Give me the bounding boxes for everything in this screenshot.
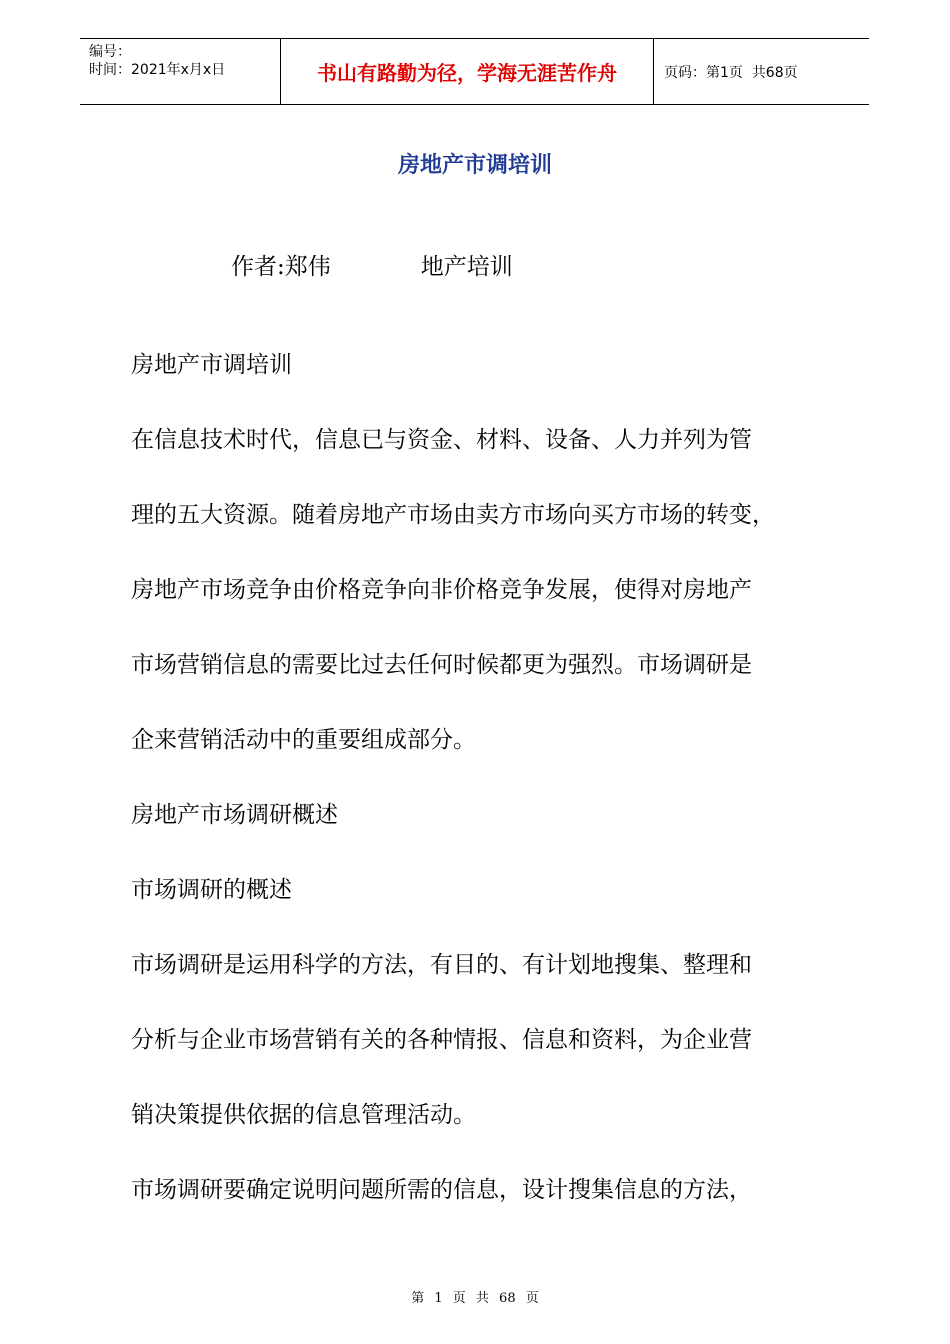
header-meta-cell: [80, 39, 281, 104]
author-name: 作者:郑伟: [231, 254, 331, 280]
body-line: 分析与企业市场营销有关的各种情报、信息和资料，为企业营: [131, 1027, 752, 1053]
body-line: 市场调研的概述: [131, 877, 292, 903]
body-line: 企来营销活动中的重要组成部分。: [131, 727, 476, 753]
body-line: 市场营销信息的需要比过去任何时候都更为强烈。市场调研是: [131, 652, 752, 678]
body-line: 房地产市场调研概述: [131, 802, 338, 828]
document-category: 地产培训: [420, 254, 513, 280]
body-line: 在信息技术时代，信息已与资金、材料、设备、人力并列为管: [131, 427, 752, 453]
body-line: 理的五大资源。随着房地产市场由卖方市场向买方市场的转变，: [131, 502, 775, 528]
serial-number-label: 编号：: [89, 44, 131, 60]
time-label: 时间：2021年x月x日: [89, 62, 226, 78]
body-line: 市场调研是运用科学的方法，有目的、有计划地搜集、整理和: [131, 952, 752, 978]
body-line: 房地产市调培训: [131, 352, 292, 378]
author-line: [231, 248, 513, 281]
page-header: [80, 38, 869, 105]
document-body: [131, 347, 841, 1247]
page-footer: 第 1 页 共 68 页: [411, 1291, 539, 1306]
body-line: 销决策提供依据的信息管理活动。: [131, 1102, 476, 1128]
body-line: 市场调研要确定说明问题所需的信息，设计搜集信息的方法，: [131, 1177, 752, 1203]
header-page-info: 页码：第1页 共68页: [664, 64, 798, 81]
body-line: 房地产市场竞争由价格竞争向非价格竞争发展，使得对房地产: [131, 577, 752, 603]
header-page-info-cell: [654, 39, 869, 104]
document-title: 房地产市调培训: [397, 152, 552, 178]
header-motto: 书山有路勤为径，学海无涯苦作舟: [281, 39, 654, 104]
